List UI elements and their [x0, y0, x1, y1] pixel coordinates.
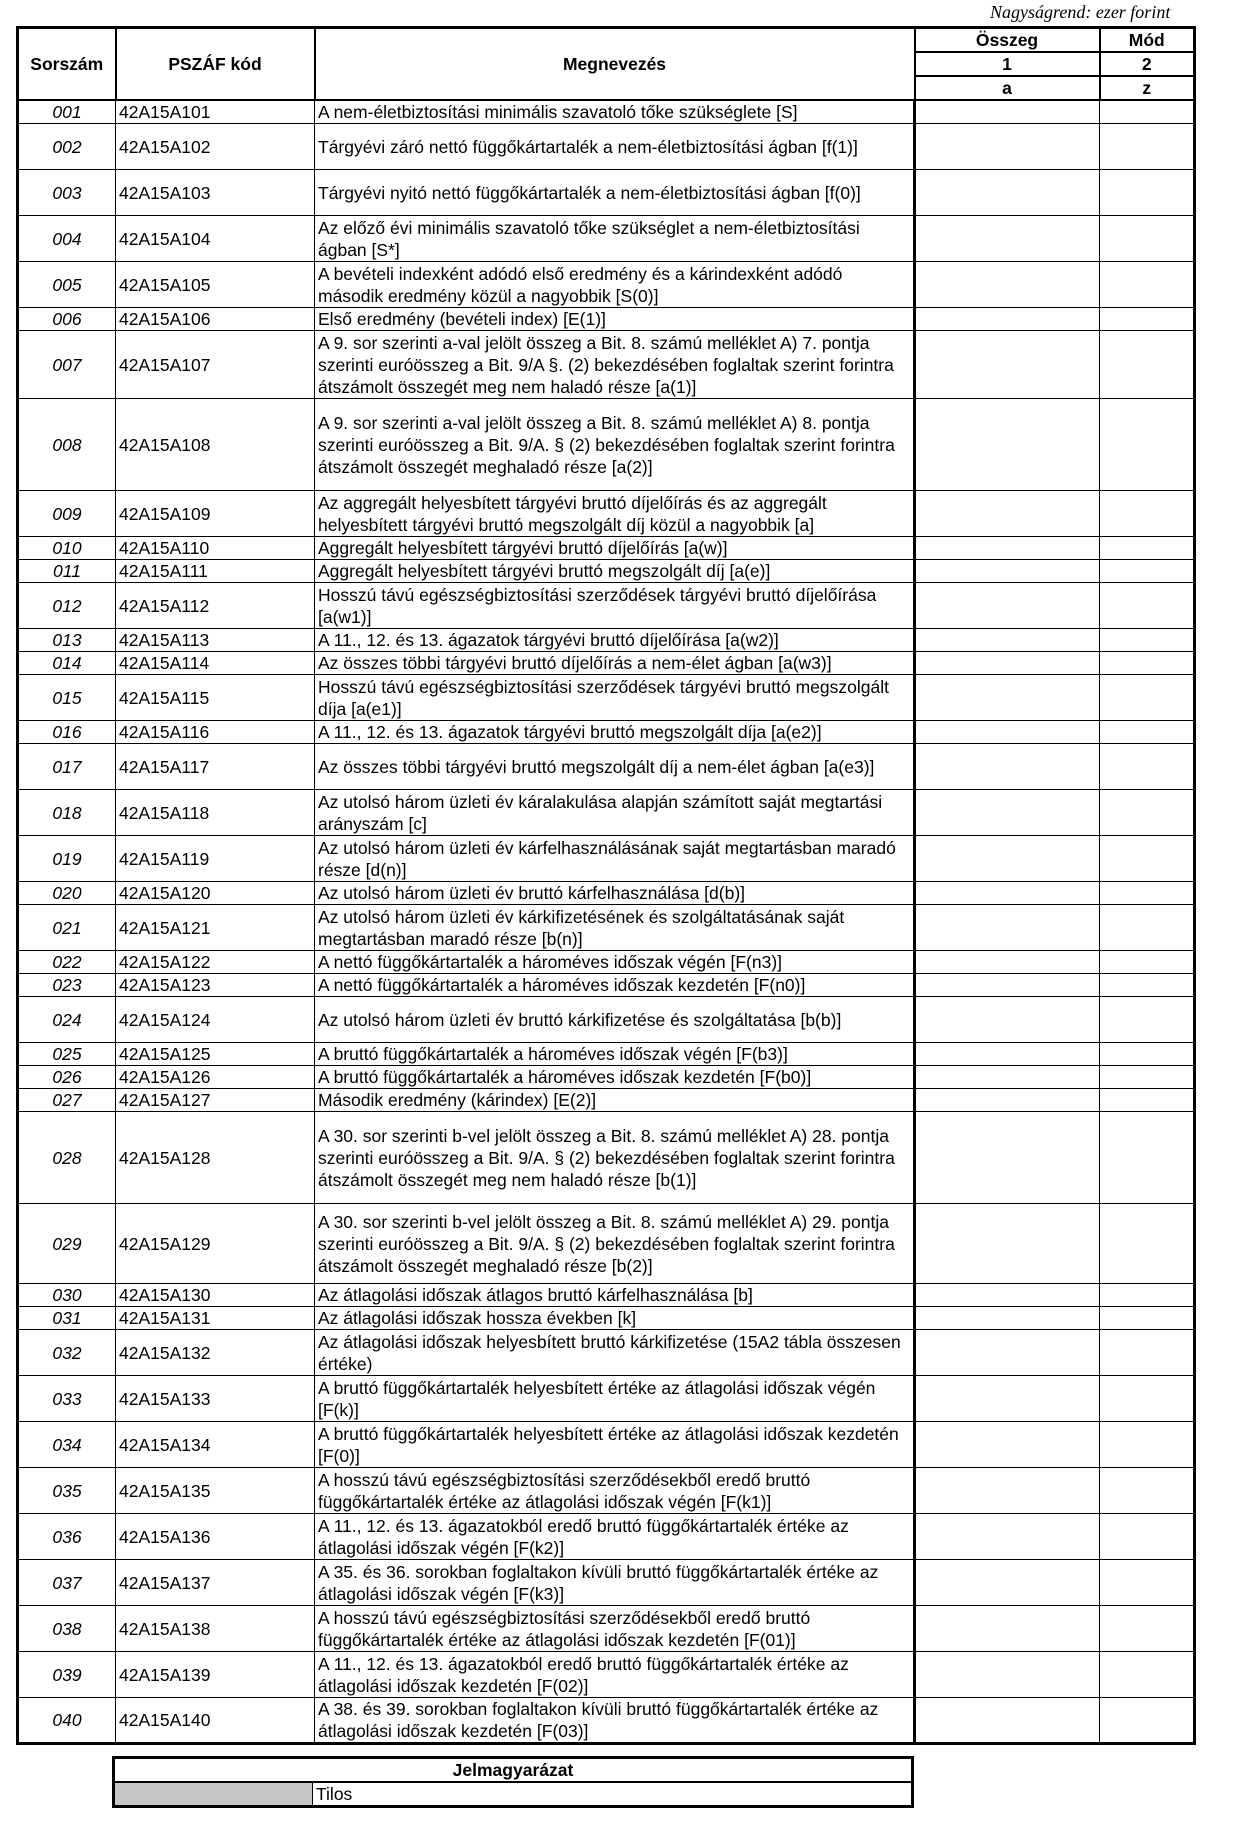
mode-cell[interactable]	[1100, 629, 1195, 652]
pszaf-code: 42A15A116	[116, 721, 315, 744]
row-number: 005	[18, 262, 116, 308]
amount-cell[interactable]	[915, 331, 1100, 399]
row-number: 024	[18, 997, 116, 1043]
row-number: 011	[18, 560, 116, 583]
amount-cell[interactable]	[915, 951, 1100, 974]
amount-cell[interactable]	[915, 652, 1100, 675]
amount-cell[interactable]	[915, 124, 1100, 170]
amount-cell[interactable]	[915, 790, 1100, 836]
amount-cell[interactable]	[915, 560, 1100, 583]
form-table	[16, 26, 1196, 1745]
amount-cell[interactable]	[915, 1514, 1100, 1560]
row-number: 039	[18, 1652, 116, 1698]
amount-cell[interactable]	[915, 1422, 1100, 1468]
amount-cell[interactable]	[915, 399, 1100, 491]
row-number: 006	[18, 308, 116, 331]
row-description: Az előző évi minimális szavatoló tőke szükséglet a nem-életbiztosítási ágban [S*]	[315, 216, 915, 262]
mode-cell[interactable]	[1100, 652, 1195, 675]
amount-cell[interactable]	[915, 675, 1100, 721]
table-row	[18, 308, 1195, 331]
row-description: Az utolsó három üzleti év bruttó kárkifizetése és szolgáltatása [b(b)]	[315, 997, 915, 1043]
row-number: 008	[18, 399, 116, 491]
row-number: 003	[18, 170, 116, 216]
header-mod: Mód	[1100, 28, 1195, 53]
mode-cell[interactable]	[1100, 744, 1195, 790]
row-number: 021	[18, 905, 116, 951]
row-description: Hosszú távú egészségbiztosítási szerződések tárgyévi bruttó díjelőírása [a(w1)]	[315, 583, 915, 629]
header-pszaf-kod: PSZÁF kód	[116, 28, 315, 101]
table-row	[18, 1089, 1195, 1112]
pszaf-code: 42A15A134	[116, 1422, 315, 1468]
amount-cell[interactable]	[915, 1376, 1100, 1422]
pszaf-code: 42A15A129	[116, 1204, 315, 1284]
row-description: Az aggregált helyesbített tárgyévi bruttó díjelőírás és az aggregált helyesbített tárgyévi bruttó megszolgált díj közül a nagyobbik [a]	[315, 491, 915, 537]
table-row	[18, 721, 1195, 744]
table-row	[18, 629, 1195, 652]
table-row	[18, 399, 1195, 491]
table-row	[18, 331, 1195, 399]
row-number: 007	[18, 331, 116, 399]
row-description: Második eredmény (kárindex) [E(2)]	[315, 1089, 915, 1112]
mode-cell[interactable]	[1100, 308, 1195, 331]
pszaf-code: 42A15A114	[116, 652, 315, 675]
mode-cell[interactable]	[1100, 1560, 1195, 1606]
row-description: A 9. sor szerinti a-val jelölt összeg a Bit. 8. számú melléklet A) 8. pontja szerinti euróösszeg a Bit. 9/A. § (2) bekezdésében foglaltak szerint forintra átszámolt összegét meghaladó része [a(2)]	[315, 399, 915, 491]
row-number: 001	[18, 100, 116, 124]
pszaf-code: 42A15A106	[116, 308, 315, 331]
amount-cell[interactable]	[915, 216, 1100, 262]
pszaf-code: 42A15A103	[116, 170, 315, 216]
row-number: 033	[18, 1376, 116, 1422]
row-description: Az utolsó három üzleti év kárfelhasználásának saját megtartásban maradó része [d(n)]	[315, 836, 915, 882]
row-number: 035	[18, 1468, 116, 1514]
mode-cell[interactable]	[1100, 1089, 1195, 1112]
amount-cell[interactable]	[915, 170, 1100, 216]
table-row	[18, 652, 1195, 675]
amount-cell[interactable]	[915, 1330, 1100, 1376]
pszaf-code: 42A15A119	[116, 836, 315, 882]
pszaf-code: 42A15A107	[116, 331, 315, 399]
mode-cell[interactable]	[1100, 1468, 1195, 1514]
pszaf-code: 42A15A131	[116, 1307, 315, 1330]
row-number: 009	[18, 491, 116, 537]
row-description: A 9. sor szerinti a-val jelölt összeg a Bit. 8. számú melléklet A) 7. pontja szerinti euróösszeg a Bit. 9/A §. (2) bekezdésében foglaltak szerint forintra átszámolt összegét meg nem haladó része [a(1)]	[315, 331, 915, 399]
row-description: Az utolsó három üzleti év káralakulása alapján számított saját megtartási arányszám [c]	[315, 790, 915, 836]
pszaf-code: 42A15A138	[116, 1606, 315, 1652]
amount-cell[interactable]	[915, 1652, 1100, 1698]
row-number: 031	[18, 1307, 116, 1330]
pszaf-code: 42A15A124	[116, 997, 315, 1043]
row-description: A nettó függőkártartalék a hároméves időszak kezdetén [F(n0)]	[315, 974, 915, 997]
row-description: Tárgyévi nyitó nettó függőkártartalék a nem-életbiztosítási ágban [f(0)]	[315, 170, 915, 216]
amount-cell[interactable]	[915, 1307, 1100, 1330]
row-description: Az átlagolási időszak helyesbített bruttó kárkifizetése (15A2 tábla összesen értéke)	[315, 1330, 915, 1376]
table-row	[18, 1468, 1195, 1514]
row-number: 040	[18, 1698, 116, 1744]
pszaf-code: 42A15A108	[116, 399, 315, 491]
mode-cell[interactable]	[1100, 790, 1195, 836]
row-description: Aggregált helyesbített tárgyévi bruttó díjelőírás [a(w)]	[315, 537, 915, 560]
row-description: Hosszú távú egészségbiztosítási szerződések tárgyévi bruttó megszolgált díja [a(e1)]	[315, 675, 915, 721]
pszaf-code: 42A15A126	[116, 1066, 315, 1089]
mode-cell[interactable]	[1100, 1066, 1195, 1089]
row-description: A bevételi indexként adódó első eredmény és a kárindexként adódó második eredmény közül a nagyobbik [S(0)]	[315, 262, 915, 308]
amount-cell[interactable]	[915, 1043, 1100, 1066]
pszaf-code: 42A15A113	[116, 629, 315, 652]
amount-cell[interactable]	[915, 882, 1100, 905]
table-row	[18, 1066, 1195, 1089]
mode-cell[interactable]	[1100, 1376, 1195, 1422]
mode-cell[interactable]	[1100, 675, 1195, 721]
row-description: A 11., 12. és 13. ágazatok tárgyévi bruttó díjelőírása [a(w2)]	[315, 629, 915, 652]
row-description: A 30. sor szerinti b-vel jelölt összeg a Bit. 8. számú melléklet A) 29. pontja szerinti euróösszeg a Bit. 9/A. § (2) bekezdésében foglaltak szerint forintra átszámolt összegét meghaladó része [b(2)]	[315, 1204, 915, 1284]
row-number: 025	[18, 1043, 116, 1066]
mode-cell[interactable]	[1100, 1652, 1195, 1698]
table-row	[18, 1376, 1195, 1422]
row-description: A nettó függőkártartalék a hároméves időszak végén [F(n3)]	[315, 951, 915, 974]
row-number: 036	[18, 1514, 116, 1560]
pszaf-code: 42A15A128	[116, 1112, 315, 1204]
mode-cell[interactable]	[1100, 905, 1195, 951]
amount-cell[interactable]	[915, 974, 1100, 997]
row-number: 029	[18, 1204, 116, 1284]
table-row	[18, 1330, 1195, 1376]
pszaf-code: 42A15A137	[116, 1560, 315, 1606]
row-description: A bruttó függőkártartalék helyesbített értéke az átlagolási időszak kezdetén [F(0)]	[315, 1422, 915, 1468]
pszaf-code: 42A15A110	[116, 537, 315, 560]
row-description: A bruttó függőkártartalék a hároméves időszak kezdetén [F(b0)]	[315, 1066, 915, 1089]
amount-cell[interactable]	[915, 744, 1100, 790]
pszaf-code: 42A15A115	[116, 675, 315, 721]
table-header	[18, 28, 1195, 101]
table-row	[18, 790, 1195, 836]
legend-swatch	[114, 1782, 313, 1807]
row-number: 037	[18, 1560, 116, 1606]
table-row	[18, 997, 1195, 1043]
header-col-z: z	[1100, 76, 1195, 100]
row-number: 002	[18, 124, 116, 170]
amount-cell[interactable]	[915, 1606, 1100, 1652]
amount-cell[interactable]	[915, 1204, 1100, 1284]
row-number: 004	[18, 216, 116, 262]
amount-cell[interactable]	[915, 1560, 1100, 1606]
header-sorszam: Sorszám	[18, 28, 116, 101]
pszaf-code: 42A15A109	[116, 491, 315, 537]
pszaf-code: 42A15A117	[116, 744, 315, 790]
row-number: 018	[18, 790, 116, 836]
row-number: 038	[18, 1606, 116, 1652]
amount-cell[interactable]	[915, 491, 1100, 537]
mode-cell[interactable]	[1100, 537, 1195, 560]
amount-cell[interactable]	[915, 262, 1100, 308]
mode-cell[interactable]	[1100, 170, 1195, 216]
table-row	[18, 974, 1195, 997]
amount-cell[interactable]	[915, 997, 1100, 1043]
row-number: 034	[18, 1422, 116, 1468]
table-row	[18, 216, 1195, 262]
row-number: 012	[18, 583, 116, 629]
pszaf-code: 42A15A122	[116, 951, 315, 974]
pszaf-code: 42A15A111	[116, 560, 315, 583]
table-row	[18, 744, 1195, 790]
amount-cell[interactable]	[915, 1698, 1100, 1744]
pszaf-code: 42A15A140	[116, 1698, 315, 1744]
row-description: A 30. sor szerinti b-vel jelölt összeg a Bit. 8. számú melléklet A) 28. pontja szerinti euróösszeg a Bit. 9/A. § (2) bekezdésében foglaltak szerint forintra átszámolt összegét meg nem haladó része [b(1)]	[315, 1112, 915, 1204]
legend-table	[112, 1756, 914, 1808]
row-description: Az utolsó három üzleti év kárkifizetésének és szolgáltatásának saját megtartásban maradó része [b(n)]	[315, 905, 915, 951]
header-col-2: 2	[1100, 52, 1195, 76]
amount-cell[interactable]	[915, 905, 1100, 951]
row-description: Az átlagolási időszak hossza években [k]	[315, 1307, 915, 1330]
row-number: 013	[18, 629, 116, 652]
mode-cell[interactable]	[1100, 583, 1195, 629]
row-description: A hosszú távú egészségbiztosítási szerződésekből eredő bruttó függőkártartalék értéke az átlagolási időszak kezdetén [F(01)]	[315, 1606, 915, 1652]
pszaf-code: 42A15A125	[116, 1043, 315, 1066]
table-row	[18, 537, 1195, 560]
pszaf-code: 42A15A120	[116, 882, 315, 905]
amount-cell[interactable]	[915, 1066, 1100, 1089]
pszaf-code: 42A15A118	[116, 790, 315, 836]
amount-cell[interactable]	[915, 721, 1100, 744]
row-description: A 38. és 39. sorokban foglaltakon kívüli bruttó függőkártartalék értéke az átlagolási időszak kezdetén [F(03)]	[315, 1698, 915, 1744]
table-body	[18, 100, 1195, 1744]
amount-cell[interactable]	[915, 629, 1100, 652]
table-row	[18, 1560, 1195, 1606]
row-description: Aggregált helyesbített tárgyévi bruttó megszolgált díj [a(e)]	[315, 560, 915, 583]
pszaf-code: 42A15A112	[116, 583, 315, 629]
table-row	[18, 905, 1195, 951]
table-row	[18, 1204, 1195, 1284]
unit-note: Nagyságrend: ezer forint	[990, 2, 1171, 22]
row-number: 028	[18, 1112, 116, 1204]
row-number: 014	[18, 652, 116, 675]
table-row	[18, 560, 1195, 583]
row-description: A nem-életbiztosítási minimális szavatoló tőke szükséglete [S]	[315, 100, 915, 124]
mode-cell[interactable]	[1100, 1112, 1195, 1204]
table-row	[18, 1652, 1195, 1698]
mode-cell[interactable]	[1100, 1606, 1195, 1652]
table-row	[18, 1112, 1195, 1204]
mode-cell[interactable]	[1100, 951, 1195, 974]
pszaf-code: 42A15A130	[116, 1284, 315, 1307]
table-row	[18, 951, 1195, 974]
row-number: 026	[18, 1066, 116, 1089]
mode-cell[interactable]	[1100, 399, 1195, 491]
table-row	[18, 675, 1195, 721]
header-megnevezes: Megnevezés	[315, 28, 915, 101]
row-number: 017	[18, 744, 116, 790]
row-description: Az összes többi tárgyévi bruttó megszolgált díj a nem-élet ágban [a(e3)]	[315, 744, 915, 790]
row-number: 022	[18, 951, 116, 974]
table-row	[18, 124, 1195, 170]
row-number: 019	[18, 836, 116, 882]
mode-cell[interactable]	[1100, 560, 1195, 583]
mode-cell[interactable]	[1100, 882, 1195, 905]
mode-cell[interactable]	[1100, 331, 1195, 399]
amount-cell[interactable]	[915, 1284, 1100, 1307]
amount-cell[interactable]	[915, 100, 1100, 124]
mode-cell[interactable]	[1100, 1514, 1195, 1560]
row-number: 015	[18, 675, 116, 721]
table-row	[18, 836, 1195, 882]
amount-cell[interactable]	[915, 583, 1100, 629]
row-number: 020	[18, 882, 116, 905]
row-description: Az átlagolási időszak átlagos bruttó kárfelhasználása [b]	[315, 1284, 915, 1307]
pszaf-code: 42A15A132	[116, 1330, 315, 1376]
table-row	[18, 262, 1195, 308]
row-number: 023	[18, 974, 116, 997]
row-description: A 11., 12. és 13. ágazatokból eredő bruttó függőkártartalék értéke az átlagolási időszak kezdetén [F(02)]	[315, 1652, 915, 1698]
pszaf-code: 42A15A104	[116, 216, 315, 262]
amount-cell[interactable]	[915, 537, 1100, 560]
pszaf-code: 42A15A102	[116, 124, 315, 170]
legend-item-label: Tilos	[313, 1782, 913, 1807]
header-col-1: 1	[915, 52, 1100, 76]
row-number: 010	[18, 537, 116, 560]
pszaf-code: 42A15A139	[116, 1652, 315, 1698]
header-osszeg: Összeg	[915, 28, 1100, 53]
row-description: Tárgyévi záró nettó függőkártartalék a nem-életbiztosítási ágban [f(1)]	[315, 124, 915, 170]
amount-cell[interactable]	[915, 1112, 1100, 1204]
table-row	[18, 1422, 1195, 1468]
mode-cell[interactable]	[1100, 216, 1195, 262]
pszaf-code: 42A15A133	[116, 1376, 315, 1422]
row-description: A 11., 12. és 13. ágazatokból eredő bruttó függőkártartalék értéke az átlagolási időszak végén [F(k2)]	[315, 1514, 915, 1560]
row-description: A bruttó függőkártartalék a hároméves időszak végén [F(b3)]	[315, 1043, 915, 1066]
mode-cell[interactable]	[1100, 1307, 1195, 1330]
mode-cell[interactable]	[1100, 721, 1195, 744]
table-row	[18, 1307, 1195, 1330]
mode-cell[interactable]	[1100, 1330, 1195, 1376]
pszaf-code: 42A15A101	[116, 100, 315, 124]
mode-cell[interactable]	[1100, 997, 1195, 1043]
pszaf-code: 42A15A127	[116, 1089, 315, 1112]
table-row	[18, 170, 1195, 216]
mode-cell[interactable]	[1100, 836, 1195, 882]
amount-cell[interactable]	[915, 1089, 1100, 1112]
row-description: A hosszú távú egészségbiztosítási szerződésekből eredő bruttó függőkártartalék értéke az átlagolási időszak végén [F(k1)]	[315, 1468, 915, 1514]
pszaf-code: 42A15A121	[116, 905, 315, 951]
table-row	[18, 882, 1195, 905]
row-description: A 35. és 36. sorokban foglaltakon kívüli bruttó függőkártartalék értéke az átlagolási időszak végén [F(k3)]	[315, 1560, 915, 1606]
row-description: Az utolsó három üzleti év bruttó kárfelhasználása [d(b)]	[315, 882, 915, 905]
mode-cell[interactable]	[1100, 1284, 1195, 1307]
mode-cell[interactable]	[1100, 491, 1195, 537]
table-row	[18, 100, 1195, 124]
pszaf-code: 42A15A123	[116, 974, 315, 997]
table-row	[18, 1043, 1195, 1066]
pszaf-code: 42A15A136	[116, 1514, 315, 1560]
row-description: A bruttó függőkártartalék helyesbített értéke az átlagolási időszak végén [F(k)]	[315, 1376, 915, 1422]
row-description: A 11., 12. és 13. ágazatok tárgyévi bruttó megszolgált díja [a(e2)]	[315, 721, 915, 744]
pszaf-code: 42A15A105	[116, 262, 315, 308]
row-number: 027	[18, 1089, 116, 1112]
mode-cell[interactable]	[1100, 1698, 1195, 1744]
table-row	[18, 583, 1195, 629]
row-number: 016	[18, 721, 116, 744]
mode-cell[interactable]	[1100, 124, 1195, 170]
mode-cell[interactable]	[1100, 262, 1195, 308]
amount-cell[interactable]	[915, 1468, 1100, 1514]
mode-cell[interactable]	[1100, 1422, 1195, 1468]
amount-cell[interactable]	[915, 836, 1100, 882]
row-number: 032	[18, 1330, 116, 1376]
table-row	[18, 1698, 1195, 1744]
legend-title: Jelmagyarázat	[114, 1758, 913, 1783]
table-row	[18, 491, 1195, 537]
row-description: Az összes többi tárgyévi bruttó díjelőírás a nem-élet ágban [a(w3)]	[315, 652, 915, 675]
row-description: Első eredmény (bevételi index) [E(1)]	[315, 308, 915, 331]
header-col-a: a	[915, 76, 1100, 100]
table-row	[18, 1606, 1195, 1652]
mode-cell[interactable]	[1100, 1204, 1195, 1284]
amount-cell[interactable]	[915, 308, 1100, 331]
table-row	[18, 1284, 1195, 1307]
pszaf-code: 42A15A135	[116, 1468, 315, 1514]
mode-cell[interactable]	[1100, 100, 1195, 124]
mode-cell[interactable]	[1100, 974, 1195, 997]
table-row	[18, 1514, 1195, 1560]
mode-cell[interactable]	[1100, 1043, 1195, 1066]
row-number: 030	[18, 1284, 116, 1307]
